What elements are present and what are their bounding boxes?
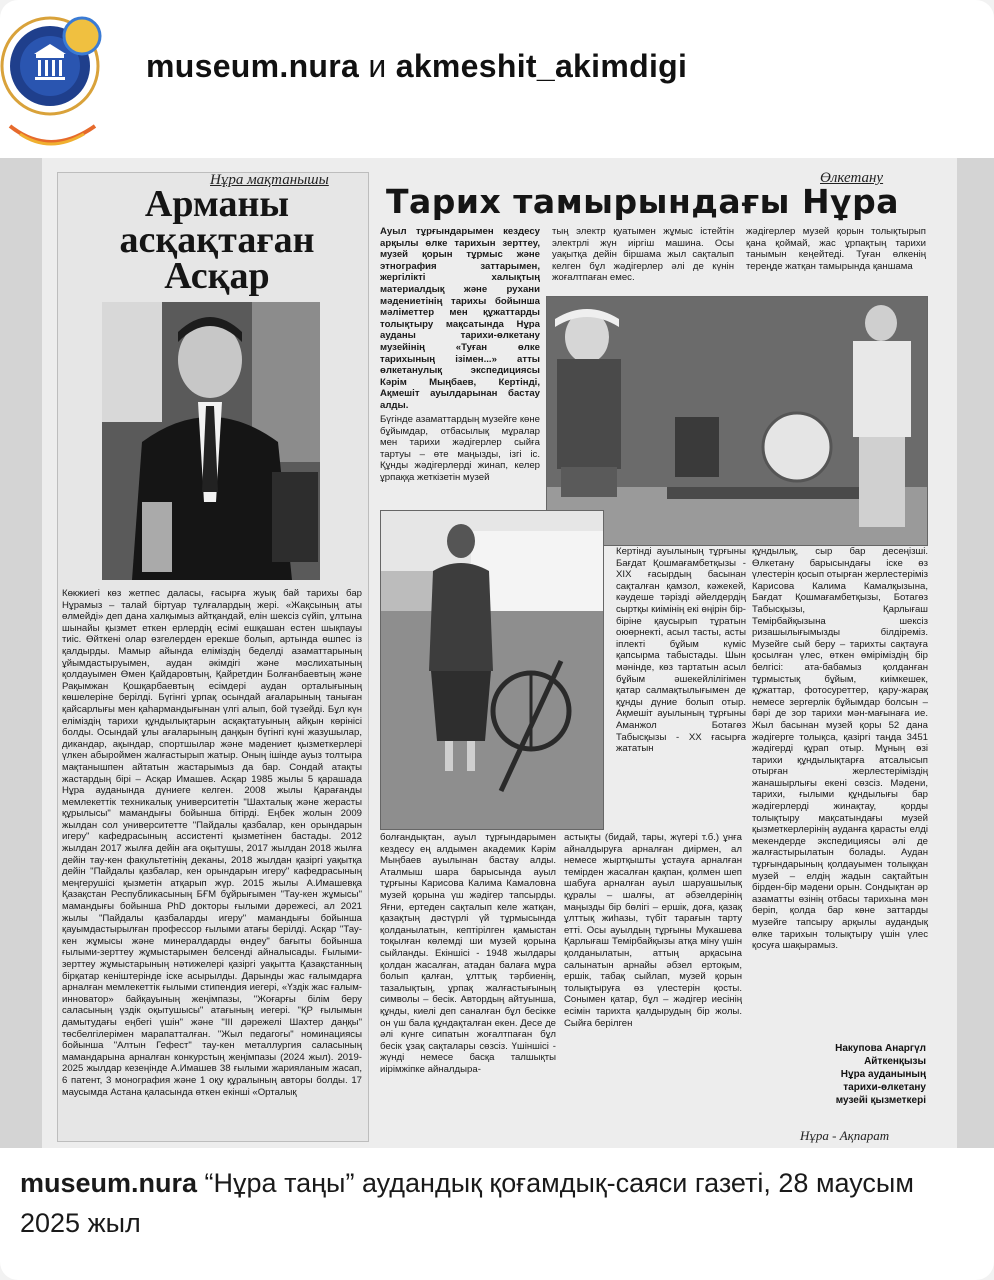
- article-bottom-col2: астықты (бидай, тары, жүгері т.б.) ұнға айналдыруға арналған диірмен, ал немесе жыртқышты ұстауға арналған темірден жасалған қақпан, қолмен шеп шабуға арналған ауыл шаруашылық құралы – шалғы, ат әбзелдерінің маңызды бір бөлігі – ершік, доға, қазақ ұлттық жиһазы, түбіт тарағын тарту етті. Осы ауылдың тұрғыны Мукашева Қарлығаш Темірбайқызы атқа міну үшін қолданылатын, аттың арқасына салынатын арнайы әбзел ертоқым, ершік, табақ сыйлап, музей қорын толықтыруға өз үлестерін қосты. Сонымен қатар, бұл – жәдігер иесінің есімін тарихта қалдырудың бір жолы. Сыйға берілген: [564, 832, 742, 1029]
- signature-line: музейі қызметкері: [835, 1095, 926, 1106]
- article-col3-top: жәдігерлер музей қорын толықтырып қана қоймай, жас ұрпақтың тарихи танымын кеңейтеді. Туған өлкенің тереңде жатқан тамырында қаншама: [746, 226, 926, 272]
- article-right-column: құндылық, сыр бар десеңізші. Өлкетану барысындағы іске өз үлестерін қосып отырған жерлестеріміз Карисова Калима Камалқызына, Бағдат Қошмағамбетқызы, Ботагөз Табысқызы, Қарлығаш Темірбайқызына шексіз ризашылығымызды білдіреміз. Музейге сый беру – тарихты сақтауға қосылған үлес, өткен өміріміздің бір белгісі: ата-бабамыз қолданған тұрмыстық бұйым, киімкешек, құжаттар, фотосуреттер, қару-жарақ немесе зергерлік бұйымдар болсын – бәрі де зор тарихи мән-мағынаға ие. Жыл басынан музей қоры 52 дана жәдігерге толықса, қазіргі таңда 3451 жәдігерді құрап отыр. Мұның өзі тарихи құндылықтарға атсалысып отырған жерлестеріміздің жанашырлығы екені сөзсіз. Мәдени, тарихи, ғылыми құндылығы бар жәдігерлерді жинақтау, қорды толықтыру мақсатындағы музей қызметкерлерінің ауданға қарасты елді мекендерде экспедициясы әлі де жалғастырылатын болады. Аудан тұрғындарының қолдауымен толыққан музей – елдің жадын сақтайтын бірден-бір мәдени орын. Сондықтан әр азаматты өзінің отбасы тарихына мән беріп, қолда бар көне заттарды музейге тапсыру арқылы аудандық өлке тарихын толықтыру үшін үлес қосуға шақырамыз.: [752, 546, 928, 952]
- photo-woman-spinning-wheel: [380, 510, 604, 830]
- portrait-photo: [102, 302, 320, 580]
- newspaper-footer: Нұра - Ақпарат: [800, 1128, 890, 1143]
- museum-logo-icon[interactable]: [0, 8, 112, 146]
- article-para-1: Бүгінде азаматтардың музейге көне бұйымдар, отбасылық мұралар мен тарихи жәдігерлер сыйға тартуы – өте маңызды, ізгі іс. Құнды жәдігерлерді жинап, келер ұрпаққа жеткізетін музей: [380, 414, 540, 483]
- main-article-title: Тарих тамырындағы Нұра: [386, 182, 899, 221]
- left-article-title: Арманы асқақтаған Асқар: [119, 183, 315, 297]
- coauthor-handle[interactable]: akmeshit_akimdigi: [395, 48, 688, 84]
- article-col2-top: тың электр қуатымен жұмыс істейтін электрлі жүн иіргіш машина. Осы уақытқа дейін біршама жыл сақталып келген бұл жәдігерлер әлі де күнін жоғалтпаған емес.: [552, 226, 734, 284]
- article-mid-column: Кертінді ауылының тұрғыны Бағдат Қошмағамбетқызы - XIX ғасырдың басынан сақталған қамзол, кәжекей, кәудеше тәрізді әйелдердің сыртқы киімінің екі өңірін бір-біріне қаусырып тұратын оюөрнекті, асыл тасты, асты іплекті бұйым күміс қапсырма табыстады. Шын мәнінде, көз тартатын асыл бұйым әшекейлілігімен қатар салмақтылығымен де құнды дүние болып отыр. Ақмешіт ауылының тұрғыны Аманжол Ботагөз Табысқызы - XX ғасырға жататын: [616, 546, 746, 755]
- post-header: [0, 0, 994, 150]
- left-article-body: Көкжиегі көз жетпес даласы, ғасырға жуық бай тарихы бар Нұрамыз – талай біртуар тұлғалардың жері. «Жақсының аты өлмейді» деп дана халқымыз айтқандай, елін шексіз сүйіп, ұлтына шынайы қызмет еткен ерлердің есімі ешқашан естен шықпауы тиіс. Өйткені олар өзгелерден ерекше болып, артында өшпес із қалдырды. Мамыр айында елімiздің беделді азаматтарының ұйымдастыруымен, аудан әкімдігі және мәслихатының қолдауымен Өмен Қайдаровтың, Қайретдин Болғанбаевтың және Рақымжан Қошқарбаевтың есімдері аудан орталығының көшелеріне берілді. Бүгінгі ұрпақ осындай ағаларының таныған қайсарлығы мен қаһармандығынан үлгі алып, бой түзейді. Бұл күн еліміздің тарихи құндылықтарын асқақтатуының айқын көрінісі болды. Осындай ұлы ағаларының даңқын бүгінгі күні жазушылар, дикандар, ақындар, спортшылар және мәдениет қызметкерлері үлкен абыроймен жалғастырып жатыр. Оның ішінде ауыз толтыра мақтанышпен айтатын жастарымыз да бар. Сондай атақты жастардың бірі – Асқар Имашев. Асқар 1985 жылы 5 қарашада Нұра ауданында дүниеге келген. 2008 жылы Қарағанды мемлекеттік техникалық университетін "Шахталық және жерасты құрылысы" мамандығы бойынша бітірді. Еңбек жолын 2009 жылдан сол университетте "Пайдалы қазбалар, кен орындарын игеру" кафедрасының ассистенті қызметінен бастады. 2012 жылдан 2017 жылға дейін аға оқытушы, 2017 жылдан 2018 жылға дейін тау-кен факультетінің деканы, 2018 жылдан қазіргі уақытқа дейін "Пайдалы қазбалар, кен орындарын игеру" кафедрасының меңгерушісі қызметін атқарып жүр. 2015 жылы А.Имашевқа Қазақстан Республикасының БҒМ бұйрығымен "Тау-кен жұмысы" мамандығы бойынша PhD докторы ғылыми дәрежесі, ал 2021 жылы "Пайдалы қазбаларды игеру" мамандығы бойынша қауымдастырылған профессор ғылыми атағы берілді. Асқар "Тау-кен жұмысы және минералдарды өндеу" бағыты бойынша ғылыми-зерттеу жұмыстарымен белсенді айналысады. Ғылыми-зерттеу жұмыстарының нәтижелері қазіргі уақытта Қазақстанның бірқатар кеніштерінде іске асырылды. Дарынды жас ғалымдарға арналған мемлекеттік ғылыми стипендия иегері, «Үздік жас ғалым-инноватор» байқауының жеңімпазы, "Жоғарғы білім беру саласының үздік оқытушысы" атағының иегері. "ҚР ғылымын дамытудағы еңбегі үшін" және "ІІІ дәрежелі Шахтер даңқы" төсбелгілерімен марапатталған. "Жыл педагогы" номинациясы бойынша "Алтын Гефест" тау-кен металлургия саласының мамандарына арналған конкурстың жеңімпазы (2024 жыл). 2019-2025 жылдар кезеңінде А.Имашев 38 ғылыми жарияланым жасап, 6 патент, 3 монография және 1 оқу құралының авторы болды. 17 маусымда Астана қаласында өткен екінші «Орталық: [62, 588, 362, 1098]
- post-caption: [20, 1163, 970, 1243]
- signature-line: Айткенқызы: [864, 1056, 926, 1067]
- article-signature: [760, 1042, 926, 1107]
- signature-line: тарихи-өлкетану: [843, 1082, 926, 1093]
- signature-line: Нұра ауданының: [840, 1069, 926, 1080]
- conjunction: и: [368, 48, 387, 84]
- post-authors: [146, 48, 687, 85]
- photo-women-with-artifacts: [546, 296, 928, 546]
- caption-author[interactable]: museum.nura: [20, 1168, 198, 1198]
- left-rubric: Нұра мақтанышы: [210, 172, 329, 188]
- right-rubric: Өлкетану: [820, 170, 884, 186]
- caption-text: “Нұра таңы” аудандық қоғамдық-саяси газеті, 28 маусым 2025 жыл: [20, 1168, 914, 1238]
- article-bottom-col1: болғандықтан, ауыл тұрғындарымен кездесу ең алдымен академик Кәрім Мыңбаев ауылынан бастау алды. Аталмыш шара барысында ауыл тұрғыны Карисова Калима Камаловна музей қорына үш жәдігер тапсырды. Яғни, ертеден сақталып келе жатқан, қазақтың дәстүрлі үй тұрмысында қолданылатын, кептірілген қамыстан тоқылған көлемді ши музей қорына сыйланды. Екіншісі - 1948 жылдары қолдан жасалған, атадан балаға мұра болып қалған, ұлттық тәрбиенің, тазалықтың, ұрпақ жалғастығының символы – бесік. Автордың айтуынша, құнды, киелі деп саналған бұл бесікке он үш бала құндақталған екен. Десе де әлі күнге сипатын жоғалтпаған бұл бесік ұзақ сақталары сөзсіз. Үшіншісі - жүнді немесе басқа талшықты иірімжіпке айналдыра-: [380, 832, 556, 1075]
- article-lead: Ауыл тұрғындарымен кездесу арқылы өлке тарихын зерттеу, музей қорын тұрмыс және этнография заттарымен, жергілікті халықтың материалдық және рухани мәдениетінің тарихы бойынша мәліметтер мен құжаттарды толықтыру мақсатында Нұра ауданы тарихи-өлкетану музейінің «Туған өлке тарихының ізімен...» атты өлкетанулық экспедициясы Кәрім Мыңбаев, Кертінді, Ақмешіт ауылдарынан бастау алды.: [380, 226, 540, 411]
- signature-line: Накупова Анаргүл: [835, 1043, 926, 1054]
- author-handle[interactable]: museum.nura: [146, 48, 360, 84]
